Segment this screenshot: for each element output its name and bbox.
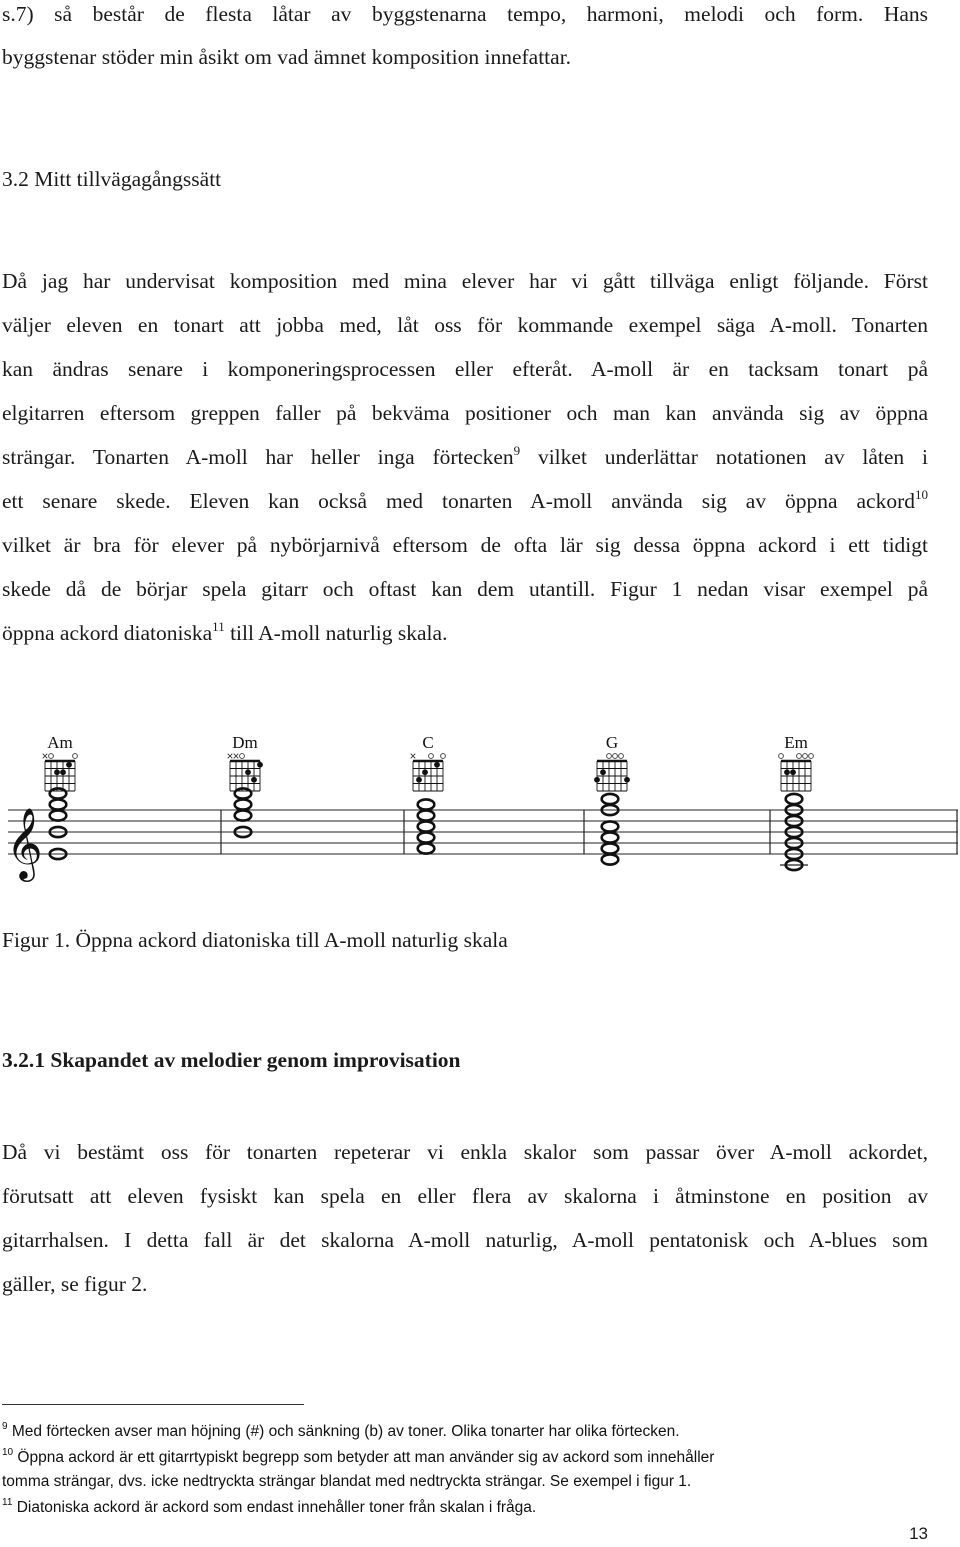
- footnote-10: [2, 1448, 714, 1468]
- open-string-icon: [613, 754, 618, 759]
- body-text-line: [2, 444, 928, 470]
- footnote-ref[interactable]: 11: [212, 619, 225, 634]
- finger-dot: [416, 777, 422, 783]
- finger-dot: [434, 762, 440, 768]
- open-string-icon: [809, 754, 814, 759]
- body-text-line: [2, 488, 928, 514]
- body-text-line: Då jag har undervisat komposition med mina elever har vi gått tillväga enligt följande. Först: [2, 269, 928, 293]
- body-text-line: elgitarren eftersom greppen faller på bekväma positioner och man kan använda sig av öppna: [2, 401, 928, 425]
- finger-dot: [624, 777, 630, 783]
- open-string-icon: [779, 754, 784, 759]
- chord-name-label: C: [422, 733, 434, 752]
- finger-dot: [66, 762, 72, 768]
- finger-dot: [784, 769, 790, 775]
- open-string-icon: [803, 754, 808, 759]
- whole-note: [235, 810, 252, 820]
- open-string-icon: [49, 754, 54, 759]
- figure-caption: Figur 1. Öppna ackord diatoniska till A-moll naturlig skala: [2, 928, 508, 952]
- body-text-line: gäller, se figur 2.: [2, 1272, 148, 1296]
- open-string-icon: [797, 754, 802, 759]
- footnote-text: Diatoniska ackord är ackord som endast innehåller toner från skalan i fråga.: [12, 1499, 537, 1516]
- body-text-line: gitarrhalsen. I detta fall är det skalorna A-moll naturlig, A-moll pentatonisk och A-blues som: [2, 1228, 928, 1252]
- whole-note: [235, 788, 252, 798]
- whole-note: [602, 854, 619, 864]
- open-string-icon: [73, 754, 78, 759]
- open-string-icon: [429, 754, 434, 759]
- body-text-line: s.7) så består de flesta låtar av byggstenarna tempo, harmoni, melodi och form. Hans: [2, 2, 928, 26]
- whole-note: [50, 799, 67, 809]
- finger-dot: [594, 777, 600, 783]
- chord-name-label: Dm: [232, 733, 258, 752]
- whole-note: [235, 799, 252, 809]
- whole-note: [50, 810, 67, 820]
- whole-note: [418, 799, 435, 809]
- finger-dot: [60, 769, 66, 775]
- footnote-9: [2, 1422, 680, 1442]
- whole-note: [602, 843, 619, 853]
- chord-name-label: Am: [47, 733, 73, 752]
- text-span: öppna ackord diatoniska: [2, 621, 213, 645]
- body-text-line: byggstenar stöder min åsikt om vad ämnet komposition innefattar.: [2, 45, 572, 69]
- finger-dot: [54, 769, 60, 775]
- whole-note: [602, 821, 619, 831]
- chord-figure: [0, 728, 960, 893]
- body-text-line: skede då de börjar spela gitarr och oftast kan dem utantill. Figur 1 nedan visar exempel på: [2, 577, 928, 601]
- whole-note: [418, 832, 435, 842]
- footnote-text: Med förtecken avser man höjning (#) och sänkning (b) av toner. Olika tonarter har olika förtecken.: [7, 1423, 680, 1440]
- open-string-icon: [619, 754, 624, 759]
- text-span: ett senare skede. Eleven kan också med tonarten A-moll använda sig av öppna ackord: [2, 489, 915, 513]
- footnote-text: Öppna ackord är ett gitarrtypiskt begrepp som betyder att man använder sig av ackord som innehåller: [13, 1449, 715, 1466]
- finger-dot: [790, 769, 796, 775]
- whole-note: [50, 788, 67, 798]
- whole-note: [786, 794, 803, 804]
- body-text-line: vilket är bra för elever på nybörjarnivå eftersom de ofta lär sig dessa öppna ackord i ett tidigt: [2, 533, 928, 557]
- text-span: vilket underlättar notationen av låten i: [520, 445, 928, 469]
- whole-note: [418, 843, 435, 853]
- chord-name-label: Em: [784, 733, 808, 752]
- open-string-icon: [441, 754, 446, 759]
- chord-name-label: G: [605, 733, 619, 752]
- page-number: 13: [909, 1524, 928, 1543]
- body-text-line: [2, 620, 928, 646]
- body-text-line: kan ändras senare i komponeringsprocessen eller efteråt. A-moll är en tacksam tonart på: [2, 357, 928, 381]
- treble-clef-icon: 𝄞: [6, 810, 43, 878]
- footnote-10-continued: tomma strängar, dvs. icke nedtryckta strängar blandat med nedtryckta strängar. Se exempel i figur 1.: [2, 1473, 692, 1490]
- footnote-number: 11: [2, 1497, 13, 1508]
- section-heading: 3.2 Mitt tillvägagångssätt: [2, 167, 222, 191]
- text-span: till A-moll naturlig skala.: [224, 621, 448, 645]
- body-text-line: Då vi bestämt oss för tonarten repeterar vi enkla skalor som passar över A-moll ackordet,: [2, 1140, 928, 1164]
- finger-dot: [245, 769, 251, 775]
- body-text-line: väljer eleven en tonart att jobba med, låt oss för kommande exempel säga A-moll. Tonarten: [2, 313, 928, 337]
- whole-note: [418, 821, 435, 831]
- footnote-ref[interactable]: 9: [513, 443, 521, 458]
- whole-note: [602, 832, 619, 842]
- body-text-line: förutsatt att eleven fysiskt kan spela en eller flera av skalorna i åtminstone en position av: [2, 1184, 928, 1208]
- subsection-heading: 3.2.1 Skapandet av melodier genom improvisation: [2, 1048, 461, 1072]
- finger-dot: [257, 762, 263, 768]
- finger-dot: [251, 777, 257, 783]
- open-string-icon: [607, 754, 612, 759]
- whole-note: [418, 810, 435, 820]
- footnote-number: 10: [2, 1447, 14, 1458]
- footnote-number: 9: [2, 1421, 8, 1432]
- finger-dot: [422, 769, 428, 775]
- finger-dot: [600, 769, 606, 775]
- footnote-11: [2, 1498, 536, 1518]
- footnote-divider: [2, 1404, 304, 1405]
- text-span: strängar. Tonarten A-moll har heller inga förtecken: [2, 445, 514, 469]
- footnote-ref[interactable]: 10: [915, 487, 928, 502]
- open-string-icon: [240, 754, 245, 759]
- whole-note: [602, 794, 619, 804]
